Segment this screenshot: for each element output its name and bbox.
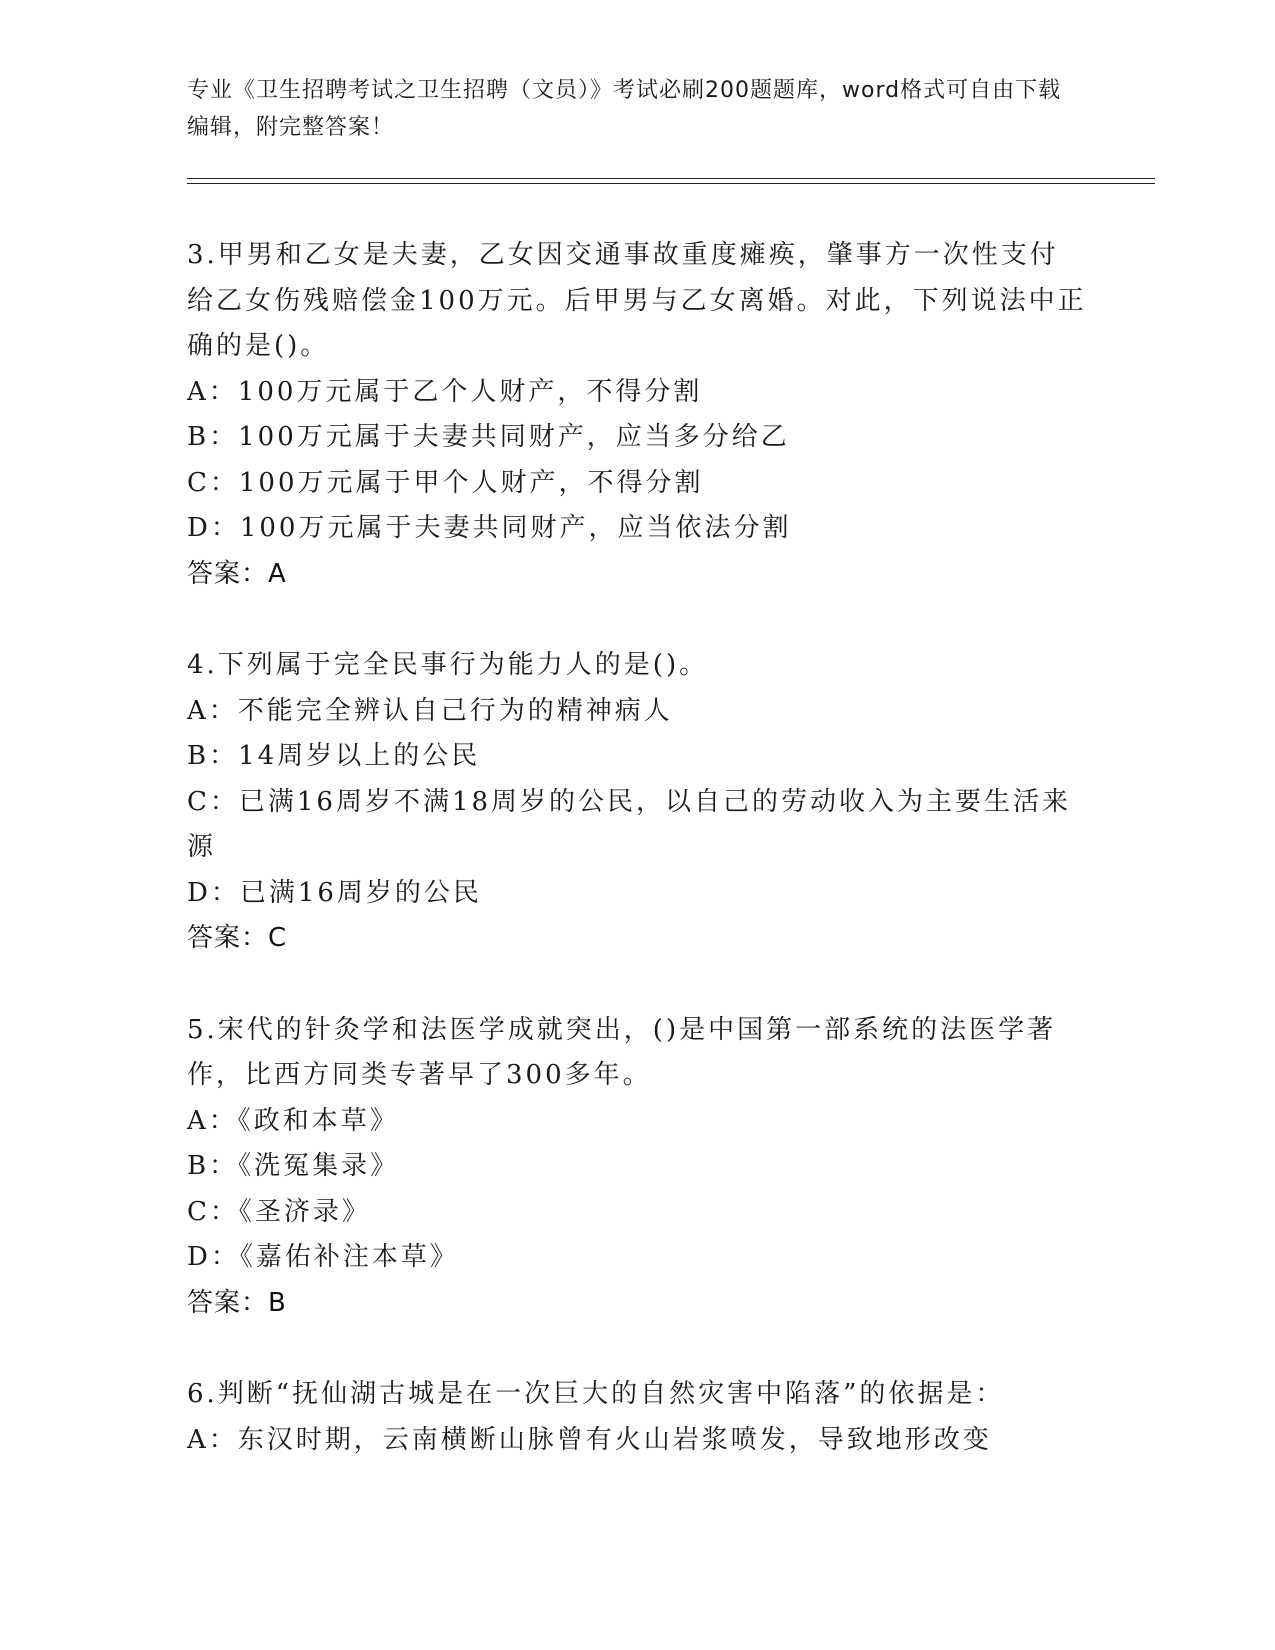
question-3 (187, 233, 1087, 597)
document-header: 专业《卫生招聘考试之卫生招聘（文员）》考试必刷200题题库，word格式可自由下载编辑，附完整答案！ (187, 78, 1062, 140)
question-list (187, 233, 1087, 1509)
answer-label: 答案：C (187, 923, 288, 953)
answer-label: 答案：A (187, 558, 287, 589)
header-divider-bottom (187, 183, 1155, 184)
answer-label: 答案：B (187, 1287, 287, 1318)
question-6 (187, 1372, 1087, 1463)
option-b: B：《洗冤集录》 (187, 1151, 400, 1181)
option-a: A：《政和本草》 (187, 1105, 399, 1136)
option-c: C：100万元属于甲个人财产，不得分割 (187, 467, 704, 498)
question-stem: 4.下列属于完全民事行为能力人的是()。 (187, 650, 709, 680)
option-a: A：100万元属于乙个人财产，不得分割 (187, 376, 703, 407)
header-divider-top (187, 178, 1155, 179)
option-b: B：100万元属于夫妻共同财产，应当多分给乙 (187, 422, 790, 452)
option-d: D：已满16周岁的公民 (187, 877, 482, 908)
question-stem: 3.甲男和乙女是夫妻，乙女因交通事故重度瘫痪，肇事方一次性支付给乙女伤残赔偿金100万元。后甲男与乙女离婚。对此，下列说法中正确的是()。 (187, 240, 1087, 361)
question-5 (187, 1008, 1087, 1327)
option-b: B：14周岁以上的公民 (187, 741, 481, 771)
option-d: D：《嘉佑补注本草》 (187, 1242, 459, 1272)
question-stem: 6.判断“抚仙湖古城是在一次巨大的自然灾害中陷落”的依据是： (187, 1379, 1005, 1409)
option-a: A：东汉时期，云南横断山脉曾有火山岩浆喷发，导致地形改变 (187, 1424, 992, 1455)
option-c: C：已满16周岁不满18周岁的公民，以自己的劳动收入为主要生活来源 (187, 786, 1072, 862)
option-c: C：《圣济录》 (187, 1196, 371, 1227)
option-a: A：不能完全辨认自己行为的精神病人 (187, 695, 673, 726)
option-d: D：100万元属于夫妻共同财产，应当依法分割 (187, 513, 792, 543)
question-stem: 5.宋代的针灸学和法医学成就突出，()是中国第一部系统的法医学著作，比西方同类专著早了300多年。 (187, 1014, 1057, 1090)
question-4 (187, 643, 1087, 962)
